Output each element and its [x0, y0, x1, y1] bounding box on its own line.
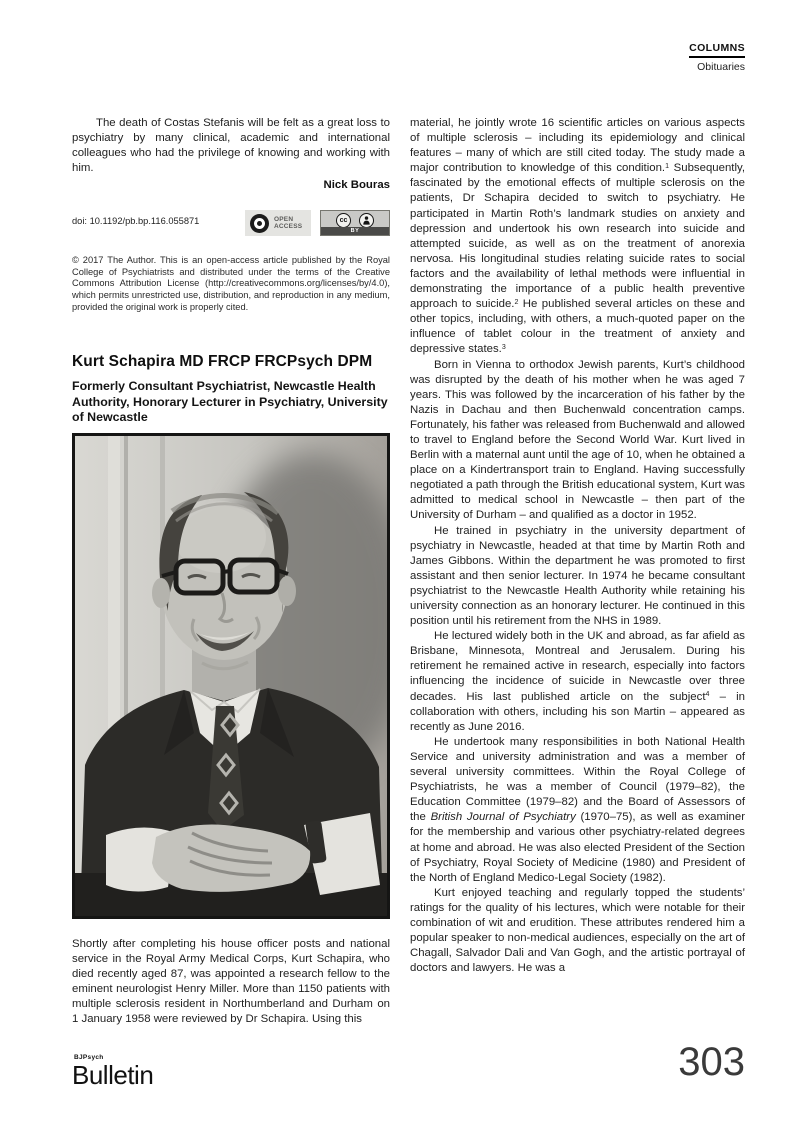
- open-access-label: [274, 216, 302, 231]
- article-title-block: [72, 353, 390, 426]
- page-number: 303: [678, 1040, 745, 1084]
- obituary-paragraph: He undertook many responsibilities in both National Health Service and university administration and was a member of several university committees. Within the Royal College of Psychiatrists, he was a member of Council (1979–82), the Education Committee (1979–82) and the Board of Assessors of the British Journal of Psychiatry (1970–75), as well as examiner for the membership and various other psychiatry-related degrees at home and abroad. He was also elected President of the Section of Psychiatry, Royal Society of Medicine (1980) and President of the North of England Medico-Legal Society (1982).: [410, 735, 745, 884]
- article-title: Kurt Schapira MD FRCP FRCPsych DPM: [72, 353, 373, 370]
- person-icon: [359, 213, 374, 228]
- open-access-line2: ACCESS: [274, 223, 303, 230]
- obituary-paragraph: He trained in psychiatry in the university department of psychiatry in Newcastle, headed at that time by Martin Roth and James Gibbons. Within the department he was promoted to first assistant and then senior lecturer. In 1974 he became consultant psychiatrist to the Newcastle Health Authority while retaining his university connection as an honorary lecturer. He continued in this position until his retirement from the NHS in 1989.: [410, 524, 745, 628]
- obituary-paragraph: He lectured widely both in the UK and abroad, as far afield as Brisbane, Minnesota, Montreal and Jerusalem. During his retirement he remained active in research, especially into factors influencing the incidence of suicide in Newcastle over three decades. His last published article on the subject$^4$ – in collaboration with others, including his son Martin – appeared as recently as June 2016.: [410, 630, 746, 733]
- license-text: © 2017 The Author. This is an open-access article published by the Royal College of Psychiatrists and distributed under the terms of the Creative Commons Attribution License (http://creativecommons.org/licenses/by/4.0), which permits unrestricted use, distribution, and reproduction in any medium, provided the original work is properly cited.: [72, 255, 390, 312]
- license-block: [72, 255, 390, 314]
- cc-by-badge: [320, 210, 390, 236]
- obituary-paragraph: Kurt enjoyed teaching and regularly topped the students’ ratings for the quality of his lectures, which were notable for their combination of wit and erudition. These attributes rendered him a popular speaker to non-medical audiences, especially on the art of Chagall, Salvador Dali and Van Gogh, and the artistic portrayal of doctors and lawyers. He was a: [410, 886, 745, 975]
- portrait-photo: [72, 433, 390, 919]
- journal-logo-small: BJPsych: [74, 1054, 104, 1061]
- closing-paragraph: The death of Costas Stefanis will be felt as a great loss to psychiatry by many clinical, academic and international colleagues who had the privilege of knowing and working with him.: [72, 117, 390, 175]
- author-byline: Nick Bouras: [323, 179, 390, 192]
- doi-text: doi: 10.1192/pb.bp.116.055871: [72, 216, 200, 226]
- obituary-paragraph: material, he jointly wrote 16 scientific articles on various aspects of multiple sclerosis – including its epidemiology and clinical features – many of which are still cited today. The study made a major contribution to knowledge of this condition.$^1$ Subsequently, fascinated by the emotional effects of multiple sclerosis on the patients, Dr Schapira decided to switch to psychiatry. He participated in Martin Roth’s landmark studies on anxiety and depression and undertook his own research into suicide and attempted suicide, as well as on the treatment of anorexia nervosa. His longitudinal studies relating suicide rates to social factors and the availability of lethal methods were influential in demonstrating the importance of a public health preventive approach to suicide.$^2$ He published several articles on these and other topics, including, with others, a much-quoted paper on the influence of tablet colour in the treatment of anxiety and depressive states.$^3$: [410, 117, 745, 356]
- journal-logo-large: Bulletin: [72, 1060, 154, 1090]
- doi-row: [72, 210, 390, 236]
- opening-paragraph-block: [72, 937, 390, 1028]
- subsection-label: Obituaries: [697, 61, 745, 73]
- open-access-line1: OPEN: [274, 215, 294, 223]
- license-badges: [245, 210, 390, 236]
- closing-paragraph-block: [72, 116, 390, 193]
- opening-paragraph: Shortly after completing his house officer posts and national service in the Royal Army Medical Corps, Kurt Schapira, who died recently aged 87, was appointed a research fellow to the eminent neurologist Henry Miller. More than 1150 patients with multiple sclerosis resident in Northumberland and Durham on 1 January 1958 were reviewed by Dr Schapira. Using this: [72, 938, 390, 1026]
- cc-icon: cc: [336, 213, 351, 228]
- article-subtitle: Formerly Consultant Psychiatrist, Newcastle Health Authority, Honorary Lecturer in Psychiatry, University of Newcastle: [72, 379, 388, 425]
- section-label: COLUMNS: [689, 42, 745, 58]
- obituary-paragraph: Born in Vienna to orthodox Jewish parents, Kurt’s childhood was disrupted by the death of his mother when he was aged 7 years. This was followed by the incarceration of his father by the Nazis in Dachau and then Buchenwald concentration camps. Fortunately, his father was released from Buchenwald and allowed to travel to England before the Second World War. Kurt lived in Berlin with a maternal aunt until the age of 10, when he obtained a place on a Kindertransport train to England. Having successfully negotiated a path through the British educational system, Kurt was admitted to medical school in Newcastle – then part of the University of Durham – and qualified as a doctor in 1952.: [410, 358, 745, 522]
- journal-logo: [72, 1054, 153, 1091]
- page-header: [689, 38, 745, 73]
- open-access-badge: [245, 210, 311, 236]
- cc-by-label: BY: [321, 227, 389, 235]
- obituary-body-column: [410, 116, 745, 976]
- open-access-icon: [250, 214, 269, 233]
